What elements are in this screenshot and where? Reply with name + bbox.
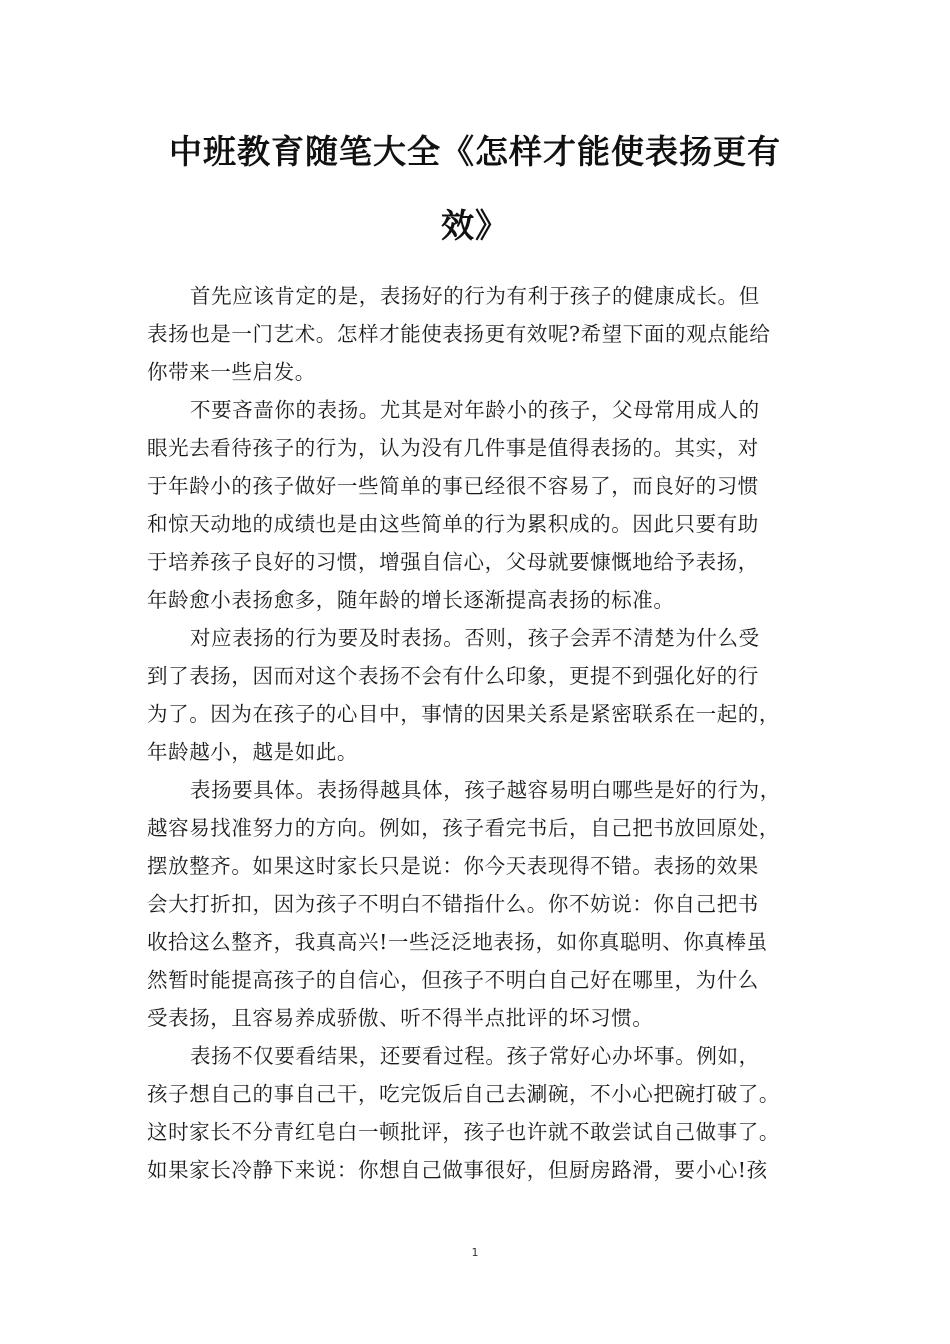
text-line: 受表扬，且容易养成骄傲、听不得半点批评的坏习惯。 xyxy=(147,1006,654,1030)
document-title-line-1: 中班教育随笔大全《怎样才能使表扬更有 xyxy=(169,132,781,171)
text-line: 你带来一些启发。 xyxy=(147,360,316,384)
text-line: 孩子想自己的事自己干，吃完饭后自己去涮碗，不小心把碗打破了。 xyxy=(147,1082,780,1106)
text-line: 首先应该肯定的是，表扬好的行为有利于孩子的健康成长。但 xyxy=(190,284,760,308)
text-line: 然暂时能提高孩子的自信心，但孩子不明白自己好在哪里，为什么 xyxy=(147,968,759,992)
text-line: 表扬也是一门艺术。怎样才能使表扬更有效呢?希望下面的观点能给 xyxy=(147,322,771,346)
text-line: 于培养孩子良好的习惯，增强自信心，父母就要慷慨地给予表扬， xyxy=(147,550,759,574)
text-line: 越容易找准努力的方向。例如，孩子看完书后，自己把书放回原处， xyxy=(147,816,780,840)
text-line: 如果家长冷静下来说：你想自己做事很好，但厨房路滑，要小心!孩 xyxy=(147,1158,768,1182)
text-line: 这时家长不分青红皂白一顿批评，孩子也许就不敢尝试自己做事了。 xyxy=(147,1120,780,1144)
text-line: 表扬不仅要看结果，还要看过程。孩子常好心办坏事。例如， xyxy=(190,1044,760,1068)
text-line: 不要吝啬你的表扬。尤其是对年龄小的孩子，父母常用成人的 xyxy=(190,398,760,422)
text-line: 摆放整齐。如果这时家长只是说：你今天表现得不错。表扬的效果 xyxy=(147,854,759,878)
text-line: 和惊天动地的成绩也是由这些简单的行为累积成的。因此只要有助 xyxy=(147,512,759,536)
text-line: 会大打折扣，因为孩子不明白不错指什么。你不妨说：你自己把书 xyxy=(147,892,759,916)
text-line: 对应表扬的行为要及时表扬。否则，孩子会弄不清楚为什么受 xyxy=(190,626,760,650)
text-line: 于年龄小的孩子做好一些简单的事已经很不容易了，而良好的习惯 xyxy=(147,474,759,498)
text-line: 表扬要具体。表扬得越具体，孩子越容易明白哪些是好的行为， xyxy=(190,778,781,802)
text-line: 到了表扬，因而对这个表扬不会有什么印象，更提不到强化好的行 xyxy=(147,664,759,688)
text-line: 收拾这么整齐，我真高兴!一些泛泛地表扬，如你真聪明、你真棒虽 xyxy=(147,930,768,954)
text-line: 年龄越小，越是如此。 xyxy=(147,740,358,764)
text-line: 为了。因为在孩子的心目中，事情的因果关系是紧密联系在一起的， xyxy=(147,702,780,726)
text-line: 眼光去看待孩子的行为，认为没有几件事是值得表扬的。其实，对 xyxy=(147,436,759,460)
text-line: 年龄愈小表扬愈多，随年龄的增长逐渐提高表扬的标准。 xyxy=(147,588,675,612)
page-number: 1 xyxy=(471,1246,479,1259)
document-title-line-2: 效》 xyxy=(441,206,509,245)
